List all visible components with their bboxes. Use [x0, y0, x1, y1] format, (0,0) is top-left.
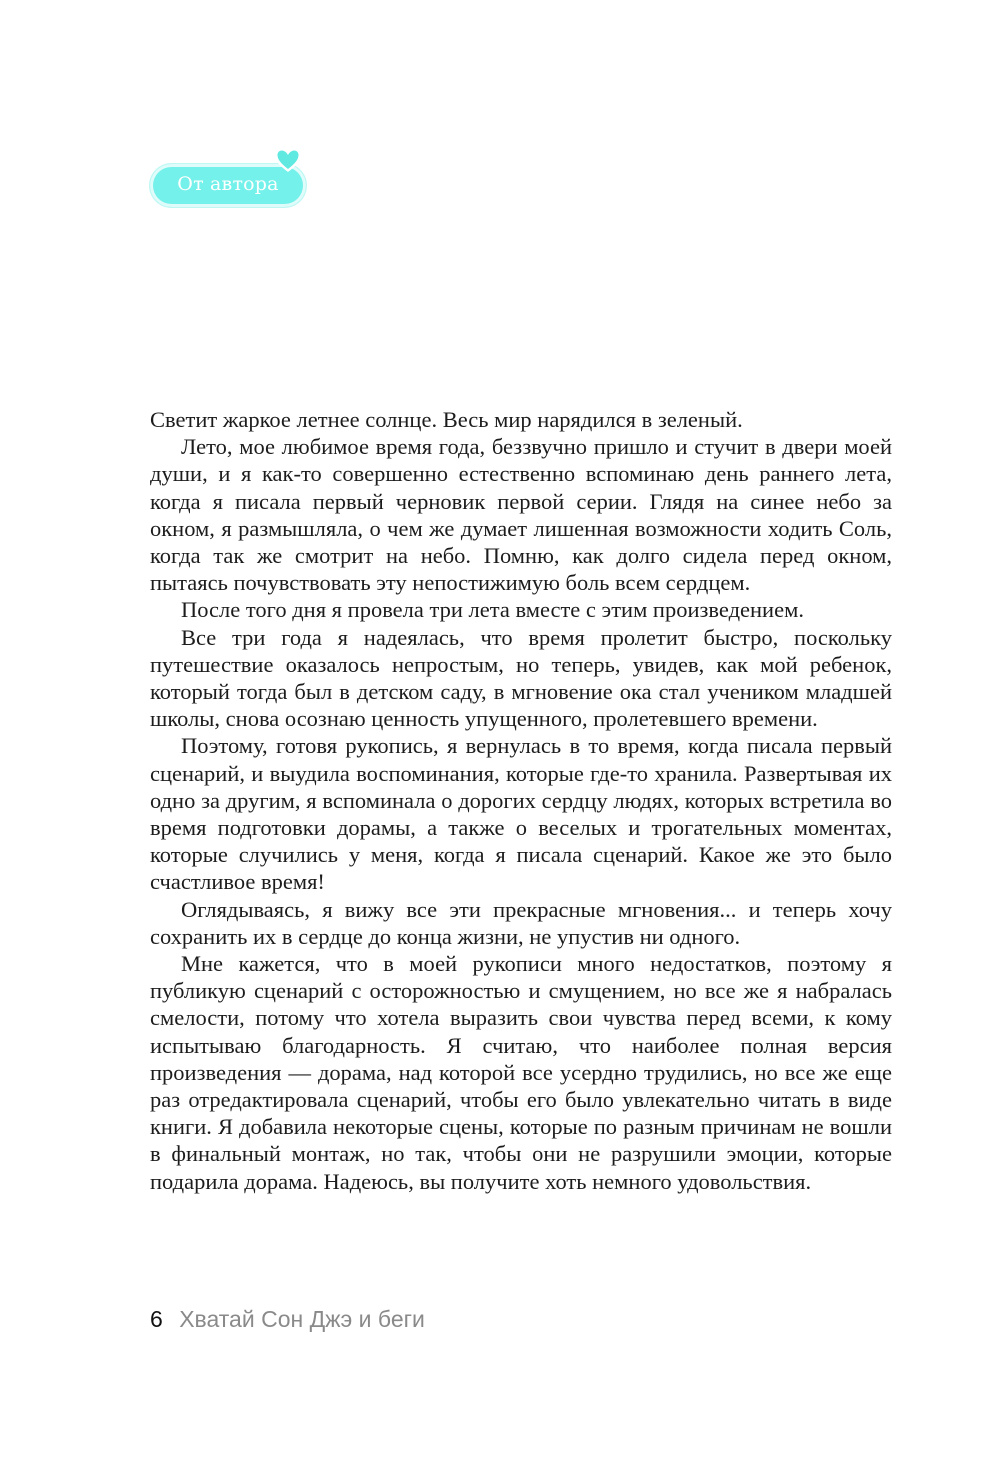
- paragraph: Оглядываясь, я вижу все эти прекрасные мгновения... и теперь хочу сохранить их в сердце до конца жизни, не упустив ни одного.: [150, 896, 892, 949]
- paragraph: Все три года я надеялась, что время пролетит быстро, поскольку путешествие оказалось непростым, но теперь, увидев, как мой ребенок, который тогда был в детском саду, в мгновение ока стал учеником младшей школы, снова осознаю ценность упущенного, пролетевшего времени.: [150, 624, 892, 732]
- paragraph: Поэтому, готовя рукопись, я вернулась в то время, когда писала первый сценарий, и выудила воспоминания, которые где-то хранила. Развертывая их одно за другим, я вспоминала о дорогих сердцу людях, которых встретила во время подготовки дорамы, а также о веселых и трогательных моментах, которые случились у меня, когда я писала сценарий. Какое же это было счастливое время!: [150, 733, 892, 895]
- page-footer: [150, 1303, 425, 1335]
- running-title: Хватай Сон Джэ и беги: [179, 1306, 425, 1332]
- page-number: 6: [150, 1306, 163, 1332]
- paragraph: Мне кажется, что в моей рукописи много недостатков, поэтому я публикую сценарий с осторожностью и смущением, но все же я набралась смелости, потому что хотела выразить свои чувства перед всеми, к кому испытываю благодарность. Я считаю, что наиболее полная версия произведения — дорама, над которой все усердно трудились, но все же еще раз отредактировала сценарий, чтобы его было увлекательно читать в виде книги. Я добавила некоторые сцены, которые по разным причинам не вошли в финальный монтаж, но так, чтобы они не разрушили эмоции, которые подарила дорама. Надеюсь, вы получите хоть немного удовольствия.: [150, 951, 892, 1194]
- section-heading: От автора: [177, 173, 279, 195]
- paragraph: После того дня я провела три лета вместе с этим произведением.: [181, 597, 804, 623]
- paragraph: Светит жаркое летнее солнце. Весь мир нарядился в зеленый.: [150, 407, 743, 432]
- paragraph: Лето, мое любимое время года, беззвучно пришло и стучит в двери моей души, и я как-то совершенно естественно вспоминаю день раннего лета, когда я писала первый черновик первой серии. Глядя на синее небо за окном, я размышляла, о чем же думает лишенная возможности ходить Соль, когда так же смотрит на небо. Помню, как долго сидела перед окном, пытаясь почувствовать эту непостижимую боль всем сердцем.: [150, 434, 892, 596]
- body-text: [150, 406, 892, 1195]
- heart-icon: [273, 146, 303, 174]
